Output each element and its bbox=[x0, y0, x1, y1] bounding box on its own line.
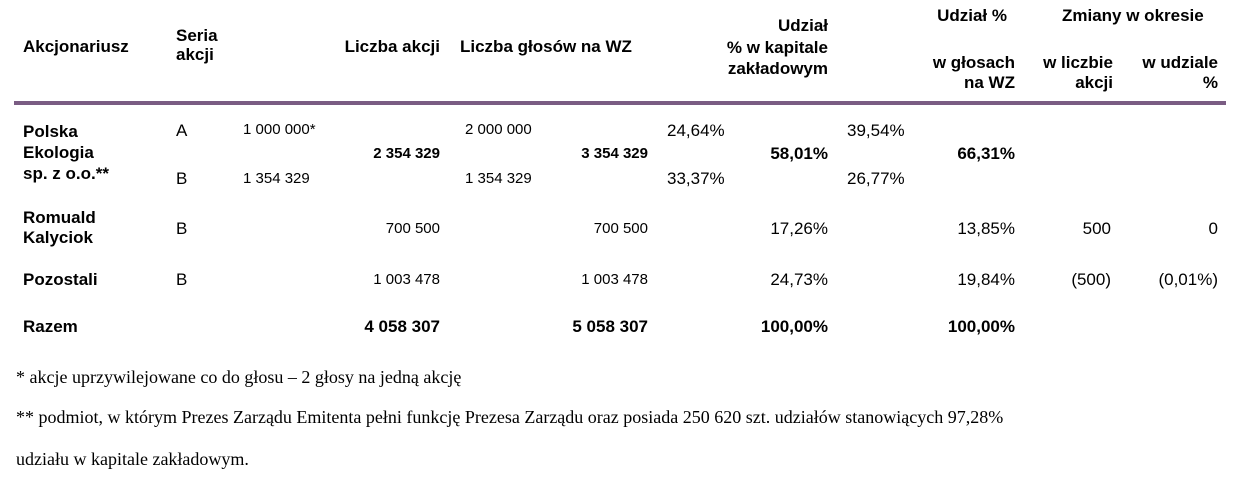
row-pe-b-capital: 33,37% bbox=[667, 169, 725, 188]
row-total-name: Razem bbox=[23, 317, 78, 336]
row-total-votes: 5 058 307 bbox=[572, 317, 648, 336]
row-pe-b-votes-pct: 26,77% bbox=[847, 169, 905, 188]
row-pe-a-votes-pct: 39,54% bbox=[847, 121, 905, 140]
header-series-line1: Seria bbox=[176, 26, 218, 45]
row-pe-b-shares: 1 354 329 bbox=[243, 170, 310, 187]
header-shareholder: Akcjonariusz bbox=[23, 37, 129, 56]
row-pe-capital-total: 58,01% bbox=[770, 144, 828, 163]
header-capital-line2: % w kapitale bbox=[726, 38, 828, 57]
row-pe-votes-total: 3 354 329 bbox=[581, 145, 648, 162]
row-pe-a-votes: 2 000 000 bbox=[465, 121, 532, 138]
header-votes-share-line1: w głosach bbox=[932, 53, 1015, 72]
row-rk-votes-pct: 13,85% bbox=[957, 219, 1015, 238]
row-pe-a-series: A bbox=[176, 121, 188, 140]
row-total-capital: 100,00% bbox=[760, 317, 828, 336]
row-pe-name-line2: Ekologia bbox=[23, 143, 94, 162]
row-pe-name-line1: Polska bbox=[23, 122, 78, 141]
row-other-shares: 1 003 478 bbox=[373, 271, 440, 288]
row-pe-b-votes: 1 354 329 bbox=[465, 170, 532, 187]
row-other-change-shares: (500) bbox=[1071, 270, 1111, 289]
header-capital-line3: zakładowym bbox=[727, 59, 828, 78]
header-change-shares-line2: akcji bbox=[1075, 73, 1113, 92]
row-rk-capital: 17,26% bbox=[770, 219, 828, 238]
row-rk-series: B bbox=[176, 219, 188, 238]
row-other-series: B bbox=[176, 270, 188, 289]
header-votes-share-line2: na WZ bbox=[964, 73, 1015, 92]
row-other-votes-pct: 19,84% bbox=[957, 270, 1015, 289]
row-pe-name-line3: sp. z o.o.** bbox=[23, 164, 109, 183]
row-rk-change-pct: 0 bbox=[1208, 219, 1218, 238]
row-rk-change-shares: 500 bbox=[1082, 219, 1111, 238]
row-total-shares: 4 058 307 bbox=[364, 317, 440, 336]
row-pe-b-series: B bbox=[176, 169, 188, 188]
row-total-votes-pct: 100,00% bbox=[947, 317, 1015, 336]
footnote-1: * akcje uprzywilejowane co do głosu – 2 głosy na jedną akcję bbox=[16, 367, 462, 387]
row-rk-votes: 700 500 bbox=[593, 220, 648, 237]
row-rk-name-line1: Romuald bbox=[23, 208, 96, 227]
header-change-shares-line1: w liczbie bbox=[1043, 53, 1113, 72]
header-capital-line1: Udział bbox=[777, 16, 828, 35]
row-other-capital: 24,73% bbox=[770, 270, 828, 289]
footnote-2-continued: udziału w kapitale zakładowym. bbox=[16, 449, 249, 469]
row-pe-shares-total: 2 354 329 bbox=[373, 145, 440, 162]
row-rk-shares: 700 500 bbox=[385, 220, 440, 237]
row-other-name: Pozostali bbox=[23, 270, 98, 289]
row-other-votes: 1 003 478 bbox=[581, 271, 648, 288]
row-rk-name-line2: Kalyciok bbox=[23, 228, 93, 247]
header-changes: Zmiany w okresie bbox=[1062, 6, 1204, 25]
header-votes-share-top: Udział % bbox=[937, 6, 1007, 25]
header-change-pct-line2: % bbox=[1202, 73, 1218, 92]
header-series-line2: akcji bbox=[176, 45, 214, 64]
header-votes: Liczba głosów na WZ bbox=[460, 37, 632, 56]
header-change-pct-line1: w udziale bbox=[1142, 53, 1218, 72]
row-pe-a-shares: 1 000 000* bbox=[243, 121, 316, 138]
row-pe-votes-pct-total: 66,31% bbox=[957, 144, 1015, 163]
row-other-change-pct: (0,01%) bbox=[1158, 270, 1218, 289]
footnote-2: ** podmiot, w którym Prezes Zarządu Emitenta pełni funkcję Prezesa Zarządu oraz posiada 250 620 szt. udziałów stanowiących 97,28% bbox=[16, 407, 1004, 427]
header-shares: Liczba akcji bbox=[344, 37, 440, 56]
header-divider bbox=[14, 101, 1226, 105]
row-pe-a-capital: 24,64% bbox=[667, 121, 725, 140]
